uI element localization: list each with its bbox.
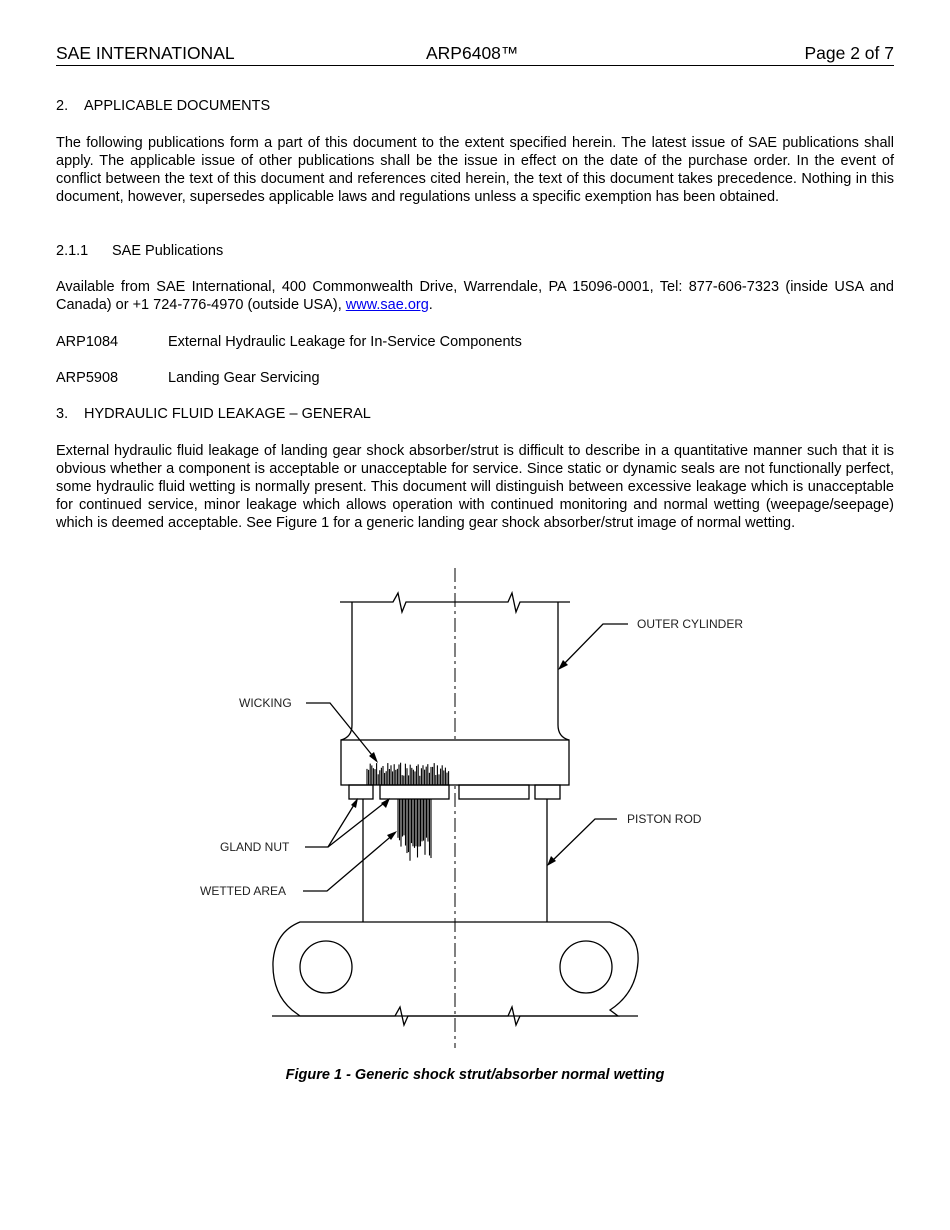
- label-piston-rod: PISTON ROD: [627, 812, 702, 826]
- section-3-body: External hydraulic fluid leakage of landing gear shock absorber/strut is difficult to describe in a quantitative manner such that it is obvious whether a component is acceptable or unacceptable for service. Since static or dynamic seals are not functionally perfect, some hydraulic fluid wetting is normally present. This document will distinguish between excessive leakage which is unacceptable for continued service, minor leakage which allows operation with continued monitoring and normal wetting (weepage/seepage) which is deemed acceptable. See Figure 1 for a generic landing gear shock absorber/strut image of normal wetting.: [56, 443, 894, 531]
- leader-gland-nut-2: [328, 800, 388, 847]
- wetted-area-hatch: [398, 799, 431, 861]
- section-211-number: 2.1.1: [56, 243, 89, 259]
- header-doc-number: ARP6408™: [426, 43, 519, 63]
- section-211-body-end: .: [428, 297, 433, 313]
- figure-1-caption: Figure 1 - Generic shock strut/absorber normal wetting: [285, 1067, 665, 1083]
- section-3-title: HYDRAULIC FLUID LEAKAGE – GENERAL: [84, 406, 371, 422]
- arrow-piston-rod: [547, 856, 556, 866]
- leader-outer-cylinder: [560, 624, 628, 668]
- header-org: SAE INTERNATIONAL: [56, 43, 235, 63]
- ref-title-arp1084: External Hydraulic Leakage for In-Service Components: [168, 334, 522, 350]
- leader-piston-rod: [549, 819, 617, 864]
- section-2-number: 2.: [56, 98, 69, 114]
- ref-code-arp1084: ARP1084: [56, 334, 119, 350]
- label-gland-nut: GLAND NUT: [220, 840, 290, 854]
- outer-cylinder-right-wall: [558, 602, 569, 740]
- section-211-body-text: Available from SAE International, 400 Commonwealth Drive, Warrendale, PA 15096-0001, Tel: 877-606-7323 (inside USA and Canada) or +1 724-776-4970 (outside USA),: [56, 279, 894, 313]
- section-2-title: APPLICABLE DOCUMENTS: [84, 98, 271, 114]
- leader-wetted-area: [303, 833, 395, 891]
- gland-nut-block-3: [459, 785, 529, 799]
- section-3-number: 3.: [56, 406, 69, 422]
- section-2-body: The following publications form a part of this document to the extent specified herein. The latest issue of SAE publications shall apply. The applicable issue of other publications shall be the issue in effect on the date of the purchase order. In the event of conflict between the text of this document and references cited herein, the text of this document takes precedence. Nothing in this document, however, supersedes applicable laws and regulations unless a specific exemption has been obtained.: [56, 135, 894, 205]
- label-wicking: WICKING: [239, 696, 292, 710]
- leader-gland-nut-1: [305, 800, 357, 847]
- axle-hole-left: [300, 941, 352, 993]
- gland-nut-block-4: [535, 785, 560, 799]
- label-outer-cylinder: OUTER CYLINDER: [637, 617, 744, 631]
- ref-title-arp5908: Landing Gear Servicing: [168, 370, 320, 386]
- gland-nut-block-1: [349, 785, 373, 799]
- label-wetted-area: WETTED AREA: [200, 884, 287, 898]
- axle-body: [273, 922, 638, 1016]
- header-page-number: Page 2 of 7: [804, 43, 894, 63]
- ref-code-arp5908: ARP5908: [56, 370, 119, 386]
- section-211-title: SAE Publications: [112, 243, 224, 259]
- gland-nut-block-2: [380, 785, 449, 799]
- sae-website-link[interactable]: www.sae.org: [345, 297, 429, 313]
- axle-hole-right: [560, 941, 612, 993]
